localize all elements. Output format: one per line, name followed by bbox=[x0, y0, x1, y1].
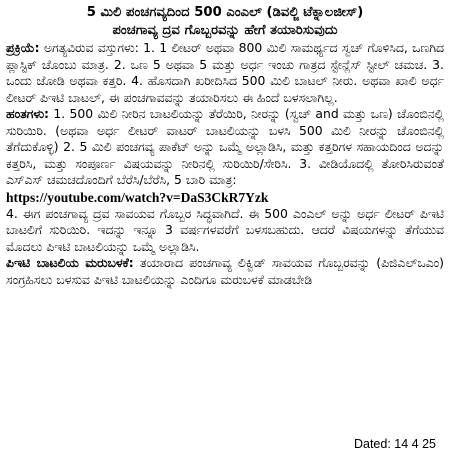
steps-label: ಹಂತಗಳು: bbox=[6, 106, 49, 121]
process-text: ಅಗತ್ಯವಿರುವ ವಸ್ತುಗಳು: 1. 1 ಲೀಟರ್ ಅಥವಾ 800 ಮಿಲಿ ಸಾಮರ್ಥ್ಯದ ಸ್ವಚ್ ಗೊಳಿಸಿದ, ಒಣಗಿದ ಪ್ಲಾಸ್ಟಿಕ್ ಚೊಂಬು ಮಾತ್ರ. 2. ಒಣ 5 ಅಥವಾ 5 ಮತ್ತು ಅರ್ಧ ಇಂಚು ಗಾತ್ರದ ಸ್ಟೇನ್ಲೆಸ್ ಸ್ಟೀಲ್ ಚಮಚ. 3. ಒಂದು ಜೋಡಿ ಅಥವಾ ಕತ್ತರಿ. 4. ಹೊಸದಾಗಿ ಖರೀದಿಸಿದ 500 ಮಿಲಿ ಬಾಟಲ್ ನೀರು. ಅಥವಾ ಖಾಲಿ ಅರ್ಧ ಲೀಟರ್ ಪಿಇಟಿ ಬಾಟಲ್, ಈ ಪಂಚಗಾವವನ್ನು ತಯಾರಿಸಲು ಈ ಹಿಂದೆ ಬಳಸಲಾಗಿಲ್ಲ. bbox=[6, 40, 444, 105]
title-line-1: 5 ಮಿಲಿ ಪಂಚಗವ್ಯದಿಂದ 500 ಎಂಎಲ್ (ಡಿವಲ್ಜಿ ಟೆಕ್ನಾಲಜೀಸ್) bbox=[86, 5, 364, 20]
recycle-label: ಪಿಇಟಿ ಬಾಟಲಿಯ ಮರುಬಳಕೆ: bbox=[6, 255, 134, 270]
steps-paragraph bbox=[6, 106, 444, 189]
recycle-paragraph bbox=[6, 255, 444, 288]
title-line-2: ಪಂಚಗಾವ್ಯ ದ್ರವ ಗೊಬ್ಬರವನ್ನು ಹೇಗೆ ತಯಾರಿಸುವುದು bbox=[112, 23, 338, 38]
document-body bbox=[6, 4, 444, 288]
process-paragraph bbox=[6, 40, 444, 106]
step4-paragraph: 4. ಈಗ ಪಂಚಗಾವ್ಯ ದ್ರವ ಸಾವಯವ ಗೊಬ್ಬರ ಸಿದ್ಧವಾಗಿದೆ. ಈ 500 ಎಂಎಲ್ ಅನ್ನು ಅರ್ಧ ಲೀಟರ್ ಪಿಇಟಿ ಬಾಟಲಿಗೆ ಸುರಿಯಿರಿ. ಇದನ್ನು ಇನ್ನೂ 3 ವರ್ಷಗಳವರೆಗೆ ಬಳಸಬಹುದು. ಆದರೆ ವಿಷಯಗಳನ್ನು ತೆಗೆಯುವ ಮೊದಲು ಪಿಇಟಿ ಬಾಟಲಿಯನ್ನು ಒಮ್ಮೆ ಅಲ್ಲಾಡಿಸಿ. bbox=[6, 205, 444, 254]
video-link[interactable]: https://youtube.com/watch?v=DaS3CkR7Yzk bbox=[6, 189, 269, 205]
process-label: ಪ್ರಕ್ರಿಯೆ: bbox=[6, 40, 40, 55]
dated-label: Dated: 14 4 25 bbox=[353, 437, 436, 451]
recycle-text: ತಯಾರಾದ ಪಂಚಗಾವ್ಯ ಲಿಕ್ವಿಡ್ ಸಾವಯವ ಗೊಬ್ಬರವನ್ನು (ಪಿಜಿಎಲ್ಒಎಂ) ಸಂಗ್ರಹಿಸಲು ಬಳಸುವ ಪಿಇಟಿ ಬಾಟಲಿಯನ್ನು ಎಂದಿಗೂ ಮರುಬಳಕೆ ಮಾಡಬೇಡಿ bbox=[6, 255, 444, 287]
steps-text: 1. 500 ಮಿಲಿ ನೀರಿನ ಬಾಟಲಿಯನ್ನು ತೆರೆಯಿರಿ, ನೀರನ್ನು (ಸ್ವಚ್ and ಮತ್ತು ಒಣ) ಚೊಂಬಿನಲ್ಲಿ ಸುರಿಯಿರಿ. (ಅಥವಾ ಅರ್ಧ ಲೀಟರ್ ವಾಟರ್ ಬಾಟಲಿಯನ್ನು ಬಳಸಿ 500 ಮಿಲಿ ನೀರನ್ನು ಚೊಂಬಿನಲ್ಲಿ ತೆಗೆದುಕೊಳ್ಳಿ) 2. 5 ಮಿಲಿ ಪಂಚಗವ್ಯ ಪಾಕೆಟ್ ಅನ್ನು ಒಮ್ಮೆ ಅಲ್ಲಾಡಿಸಿ, ಮತ್ತು ಕತ್ತರಿಗಳ ಸಹಾಯದಿಂದ ಅದನ್ನು ಕತ್ತರಿಸಿ, ಮತ್ತು ಸಂಪೂರ್ಣ ವಿಷಯವನ್ನು ನೀರಿನಲ್ಲಿ ಸುರಿಯಿರಿ/ಸೇರಿಸಿ. 3. ವೀಡಿಯೊದಲ್ಲಿ ತೋರಿಸಿರುವಂತೆ ಎಸ್ಎಸ್ ಚಮಚದೊಂದಿಗೆ ಬೆರೆಸಿ/ಬೆರೆಸಿ, 5 ಬಾರಿ ಮಾತ್ರ: bbox=[6, 106, 444, 187]
